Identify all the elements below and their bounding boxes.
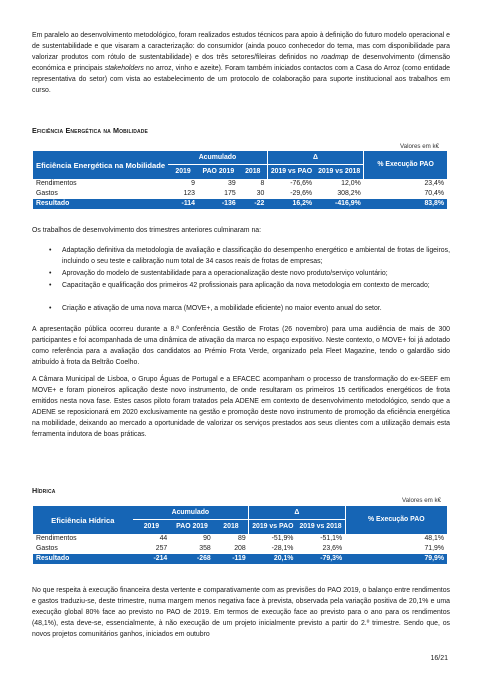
cell: 208 [234, 545, 246, 552]
cell: 30 [256, 190, 265, 197]
table-total-row [33, 199, 447, 209]
table-mobilidade [33, 151, 447, 209]
cell: 23,4% [424, 180, 444, 187]
section-title-mobilidade: Eficiência Energética na Mobilidade [32, 126, 148, 135]
cell: -119 [232, 555, 246, 562]
paragraph: No que respeita à execução financeira desta vertente e comparativamente com as previsões do PAO 2019, o balanço entre rendimentos e gastos traduziu-se, deste trimestre, numa margem menos negativa face à prevista, observada pela variação positiva de 20,1% e uma execução global 80% face ao previsto no PAO de 2019. Em termos de execução face ao previsto para o ano para os rendimentos (48,1%), esta deve-se, essencialmente, à não execução de um projeto inicialmente previsto a partir do 2.º trimestre. Sendo que, os novos projetos comunitários ganhos, iniciados em outubro [32, 587, 450, 638]
table-hidrica [33, 506, 447, 564]
cell: 12,0% [341, 180, 361, 187]
cell: 175 [224, 190, 236, 197]
header-execucao-pao: % Execução PAO [364, 151, 447, 179]
table-row [33, 544, 447, 554]
units-label: Valores em k€ [402, 497, 442, 504]
cell: -136 [221, 200, 236, 207]
bullet-icon: • [49, 305, 52, 312]
cell: -114 [181, 200, 195, 207]
results-intro: Os trabalhos de desenvolvimento dos trimestres anteriores culminaram na: [32, 227, 262, 234]
section-title-hidrica: Hídrica [32, 486, 56, 495]
cell: 44 [159, 535, 168, 542]
cell: -214 [153, 555, 168, 562]
col-header: 2019 vs PAO [249, 519, 297, 534]
cell: -22 [254, 200, 265, 207]
bullet-icon: • [49, 247, 52, 254]
cell: 71,9% [424, 545, 444, 552]
list-item: Criação e ativação de uma nova marca (MOVE+, a mobilidade eficiente) no maior evento anual do setor. [62, 305, 382, 312]
cell: 89 [238, 535, 246, 542]
table-total-row [33, 554, 447, 564]
cell: -51,1% [320, 535, 343, 542]
header-execucao-pao: % Execução PAO [345, 506, 447, 534]
bullet-icon: • [49, 282, 52, 289]
col-header: 2019 [143, 523, 160, 531]
cell: 8 [260, 180, 265, 187]
cell: 16,2% [292, 200, 313, 207]
cell: 39 [228, 180, 236, 187]
row-label: Resultado [36, 200, 70, 207]
col-header: 2019 vs 2018 [299, 523, 342, 531]
row-label: Gastos [36, 190, 58, 197]
col-header: PAO 2019 [202, 168, 235, 176]
cell: -28,1% [271, 545, 294, 552]
col-header: 2019 vs PAO [267, 164, 315, 179]
table-row [33, 179, 447, 189]
cell: 9 [191, 180, 195, 187]
cell: -76,6% [290, 180, 313, 187]
cell: -268 [196, 555, 211, 562]
list-item: Aprovação do modelo de sustentabilidade para a operacionalização deste novo produto/serviço voluntário; [62, 270, 388, 277]
row-label: Resultado [36, 555, 70, 562]
cell: 90 [203, 535, 211, 542]
group-header-delta: Δ [267, 151, 363, 164]
group-header-acumulado: Acumulado [168, 151, 267, 164]
col-header: 2018 [223, 523, 239, 531]
units-label: Valores em k€ [400, 143, 440, 150]
list-item: Capacitação e qualificação dos primeiros 42 profissionais para aplicação da nova metodologia em contexto de mercado; [62, 282, 430, 289]
row-label: Rendimentos [36, 180, 77, 187]
row-label: Rendimentos [36, 535, 77, 542]
cell: -79,3% [320, 555, 343, 562]
list-item: Adaptação definitiva da metodologia de avaliação e classificação do desempenho energético e ambiental de frotas de ligeiros, incluindo o seu teste e calibração num total de 34 casos reais de frotas de empresas; [62, 247, 450, 265]
table-row [33, 534, 447, 544]
group-header-delta: Δ [249, 506, 345, 519]
bullet-icon: • [49, 270, 52, 277]
paragraph: A apresentação pública ocorreu durante a 8.ª Conferência Gestão de Frotas (26 novembro) para uma audiência de mais de 300 participantes e foi acompanhada de uma dinâmica de ativação da marca no espaço expositivo. Neste contexto, o MOVE+ foi já adotado como referência para a avaliação dos candidatos ao Prémio Frota Verde, organizado pela Fleet Magazine, tendo o galardão sido atribuído à frota da Beltrão Coelho. [32, 326, 450, 366]
paragraph: A Câmara Municipal de Lisboa, o Grupo Águas de Portugal e a EFACEC acompanham o processo de transformação do ex-SEEF em MOVE+ e foram pioneiros aplicação deste novo instrumento, de onde resultaram os primeiros 15 certificados energéticos de frota emitidos nesta nova fase. Estes casos piloto foram tratados pela ADENE em contexto de desenvolvimento metodológico, sendo que a ADENE se reposicionará em 2020 exclusivamente na gestão e promoção deste novo instrumento de promoção da eficiência energética na mobilidade, deixando ao mercado a oportunidade de valorizar os serviços prestados aos seus clientes com a utilização demais esta ferramenta indutora de boas práticas. [32, 376, 450, 438]
cell: -416,9% [335, 200, 361, 207]
col-header: 2018 [245, 168, 261, 176]
cell: 79,9% [424, 555, 444, 562]
row-label: Gastos [36, 545, 58, 552]
table-title: Eficiência Energética na Mobilidade [36, 160, 166, 170]
col-header: 2019 [175, 168, 191, 176]
group-header-acumulado: Acumulado [133, 506, 249, 519]
table-title: Eficiência Hídrica [51, 515, 115, 525]
col-header: 2019 vs 2018 [318, 168, 361, 176]
col-header: PAO 2019 [176, 523, 208, 531]
cell: 23,6% [322, 545, 343, 552]
cell: 70,4% [424, 190, 444, 197]
intro-paragraph: Em paralelo ao desenvolvimento metodológico, foram realizados estudos técnicos para apoio à definição do futuro modelo operacional e de sustentabilidade e que visaram a caracterização: do consumidor (ainda pouco conhecedor do tema, mas com disponibilidade para valorizar produtos com rótulo de sustentabilidade) e dos três setores/fileiras definidos no roadmap de desenvolvimento (dimensão económica e principais stakeholders no arroz, vinho e azeite). Foram também iniciados contactos com a Casa do Arroz (como entidade representativa do setor) com vista ao estabelecimento de um protocolo de colaboração para suporte institucional aos trabalhos em curso. [32, 32, 450, 94]
cell: 123 [183, 190, 195, 197]
cell: -51,9% [271, 535, 294, 542]
page-number: 16/21 [430, 655, 448, 662]
cell: -29,6% [290, 190, 313, 197]
cell: 48,1% [424, 535, 444, 542]
cell: 20,1% [273, 555, 294, 562]
table-row [33, 189, 447, 199]
cell: 308,2% [337, 190, 361, 197]
cell: 257 [155, 545, 168, 552]
cell: 83,8% [424, 200, 444, 207]
cell: 358 [199, 545, 211, 552]
